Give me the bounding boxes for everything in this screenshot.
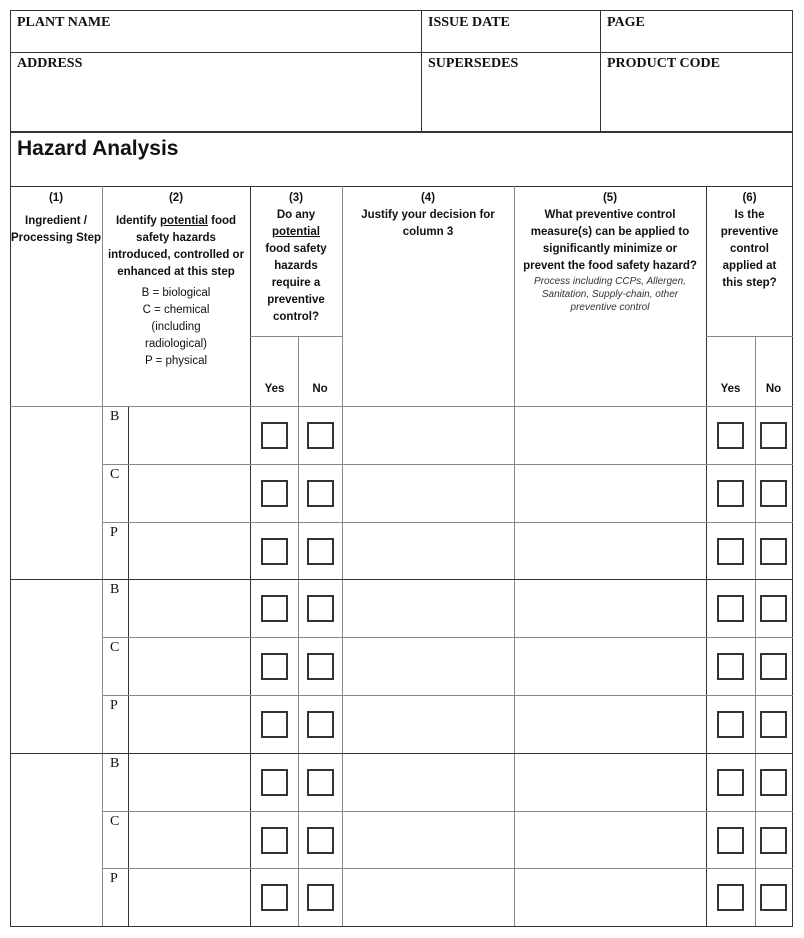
col3-yes-checkbox[interactable] <box>261 422 288 449</box>
col6-text: Is the preventive control applied at this step? <box>720 209 779 289</box>
col6-no-checkbox[interactable] <box>760 422 787 449</box>
col3-no-checkbox[interactable] <box>307 711 334 738</box>
col2-pre: Identify <box>115 215 161 227</box>
col6-yes-checkbox[interactable] <box>717 480 744 507</box>
col3-no-checkbox[interactable] <box>307 827 334 854</box>
col6-header <box>707 190 792 292</box>
col3-underline: potential <box>272 226 320 238</box>
col5-note: Process including CCPs, Allergen, Sanitation, Supply-chain, other preventive control <box>534 276 686 313</box>
col6-yes-checkbox[interactable] <box>717 711 744 738</box>
hazard-letter-b: B <box>110 756 120 771</box>
col6-no-checkbox[interactable] <box>760 653 787 680</box>
col3-no-checkbox[interactable] <box>307 538 334 565</box>
col3-header <box>251 190 341 326</box>
col3-yes-checkbox[interactable] <box>261 480 288 507</box>
page-title: Hazard Analysis <box>17 137 179 160</box>
col6-no-checkbox[interactable] <box>760 538 787 565</box>
col3-no-checkbox[interactable] <box>307 480 334 507</box>
col3-no-checkbox[interactable] <box>307 884 334 911</box>
col6-no-checkbox[interactable] <box>760 711 787 738</box>
issue-date-label: ISSUE DATE <box>428 15 510 30</box>
col3-yes-checkbox[interactable] <box>261 827 288 854</box>
col3-yes-checkbox[interactable] <box>261 538 288 565</box>
hazard-letter-p: P <box>110 525 118 540</box>
col1-number: (1) <box>48 192 64 204</box>
col3-pre: Do any <box>276 209 316 221</box>
col3-yes-checkbox[interactable] <box>261 769 288 796</box>
col5-text: What preventive control measure(s) can be applied to significantly minimize or prevent the food safety hazard? <box>523 209 697 272</box>
legend-physical: P = physical <box>144 355 208 367</box>
col6-yes-checkbox[interactable] <box>717 538 744 565</box>
address-label: ADDRESS <box>17 56 83 71</box>
col3-yes-checkbox[interactable] <box>261 884 288 911</box>
col4-header <box>343 190 513 241</box>
hazard-letter-b: B <box>110 582 120 597</box>
col6-no-checkbox[interactable] <box>760 827 787 854</box>
col4-text: Justify your decision for column 3 <box>361 209 495 238</box>
col2-header <box>104 190 248 370</box>
col6-no-label: No <box>765 383 782 395</box>
hazard-letter-b: B <box>110 409 120 424</box>
col5-header <box>515 190 705 314</box>
col6-yes-checkbox[interactable] <box>717 653 744 680</box>
col3-no-checkbox[interactable] <box>307 422 334 449</box>
col3-text: food safety hazards require a preventive control? <box>265 243 327 323</box>
col3-yes-checkbox[interactable] <box>261 711 288 738</box>
col3-yes-checkbox[interactable] <box>261 653 288 680</box>
col3-no-label: No <box>312 383 328 395</box>
plant-name-label: PLANT NAME <box>17 15 111 30</box>
col6-yes-checkbox[interactable] <box>717 827 744 854</box>
product-code-label: PRODUCT CODE <box>607 56 720 71</box>
col3-no-checkbox[interactable] <box>307 595 334 622</box>
hazard-letter-p: P <box>110 698 118 713</box>
col2-number: (2) <box>168 192 184 204</box>
col5-number: (5) <box>602 192 618 204</box>
col3-number: (3) <box>288 192 304 204</box>
hazard-letter-c: C <box>110 814 120 829</box>
col2-text: food safety hazards introduced, controlled or enhanced at this step <box>107 215 245 278</box>
col3-no-checkbox[interactable] <box>307 653 334 680</box>
col6-number: (6) <box>742 192 757 204</box>
col3-yes-checkbox[interactable] <box>261 595 288 622</box>
col1-header <box>10 190 102 247</box>
legend-biological: B = biological <box>141 287 211 299</box>
col6-no-checkbox[interactable] <box>760 884 787 911</box>
col2-underline: potential <box>160 215 208 227</box>
col6-no-checkbox[interactable] <box>760 480 787 507</box>
col1-text: Ingredient / Processing Step <box>10 215 102 244</box>
col6-yes-checkbox[interactable] <box>717 884 744 911</box>
hazard-letter-c: C <box>110 467 120 482</box>
hazard-letter-p: P <box>110 871 118 886</box>
hazard-letter-c: C <box>110 640 120 655</box>
col3-yes-label: Yes <box>264 383 285 395</box>
col6-yes-checkbox[interactable] <box>717 422 744 449</box>
col4-number: (4) <box>420 192 436 204</box>
supersedes-label: SUPERSEDES <box>428 56 519 71</box>
page-label: PAGE <box>607 15 645 30</box>
col6-yes-checkbox[interactable] <box>717 769 744 796</box>
legend-chemical: C = chemical (including radiological) <box>142 304 210 350</box>
col6-yes-checkbox[interactable] <box>717 595 744 622</box>
col6-no-checkbox[interactable] <box>760 769 787 796</box>
col6-yes-label: Yes <box>720 383 741 395</box>
col6-no-checkbox[interactable] <box>760 595 787 622</box>
col3-no-checkbox[interactable] <box>307 769 334 796</box>
